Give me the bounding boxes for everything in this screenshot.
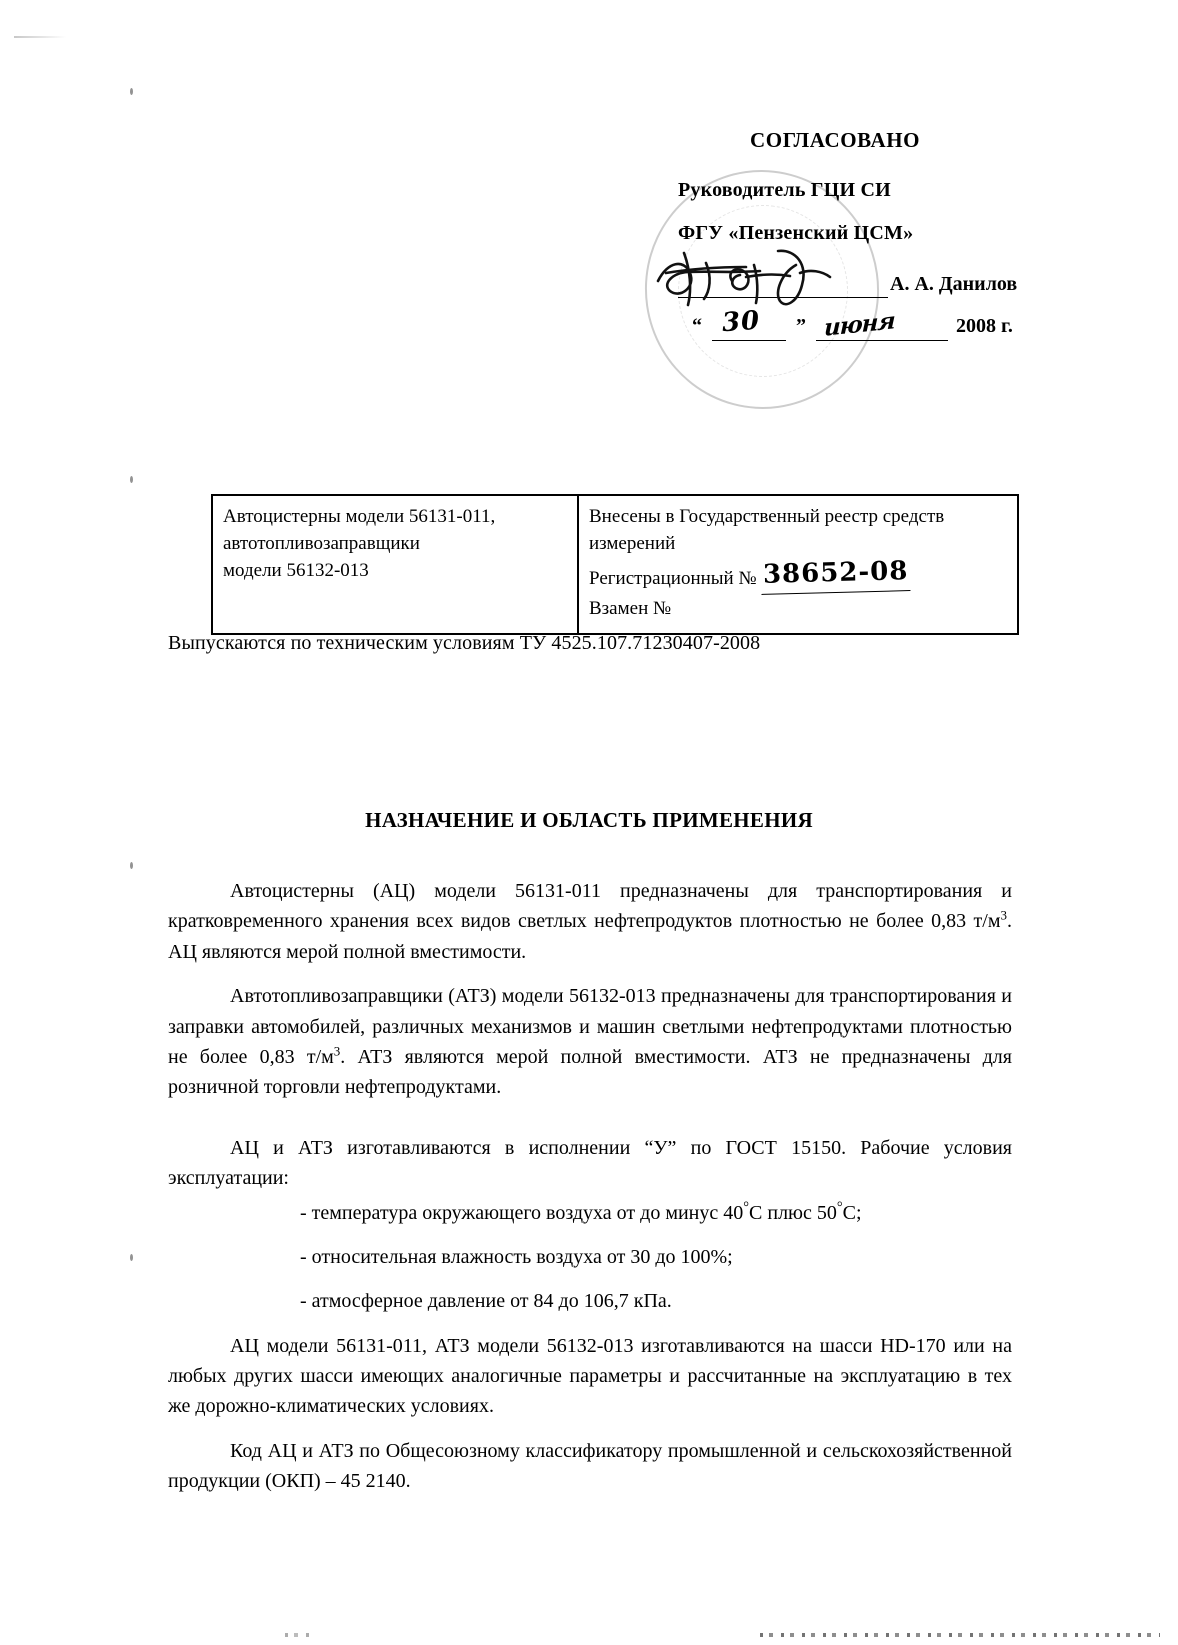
scan-speck xyxy=(130,88,133,95)
signer-name: А. А. Данилов xyxy=(890,273,1018,295)
replaces-row xyxy=(589,596,1007,623)
date-quote-close: ” xyxy=(796,315,806,337)
product-line-3: модели 56132-013 xyxy=(223,559,369,581)
scan-speck xyxy=(130,862,133,869)
paragraph-fuel-trucks-text-a: Автотопливозаправщики (АТЗ) модели 56132-013 предназначены для транспортирования и заправки автомобилей, различных механизмов и машин светлыми нефтепродуктами плотностью не более 0,83 т/м xyxy=(168,985,1012,1068)
date-day-handwritten: 30 xyxy=(721,305,762,339)
registry-line-2: измерений xyxy=(589,532,676,554)
condition-temperature xyxy=(168,1198,1012,1228)
condition-temperature-c: С; xyxy=(842,1201,862,1224)
signature-rule xyxy=(678,297,888,298)
paragraph-fuel-trucks xyxy=(168,981,1012,1103)
scan-artifact-top-left xyxy=(14,36,66,38)
table-cell-registry-info xyxy=(578,495,1018,634)
product-line-2: автотопливозаправщики xyxy=(223,532,420,554)
approval-date-row xyxy=(678,305,1118,349)
product-line-1: Автоцистерны модели 56131-011, xyxy=(223,506,496,527)
degree-sign: ° xyxy=(743,1198,750,1215)
approver-organization: ФГУ «Пензенский ЦСМ» xyxy=(678,222,914,244)
registration-table xyxy=(211,494,1019,635)
paragraph-tankers-text: Автоцистерны (АЦ) модели 56131-011 предназначены для транспортирования и кратковременного хранения всех видов светлых нефтепродуктов плотностью не более 0,83 т/м xyxy=(168,880,1012,933)
registration-number-row xyxy=(589,558,1007,596)
condition-temperature-a: - температура окружающего воздуха от до минус 40 xyxy=(300,1201,744,1224)
section-heading: НАЗНАЧЕНИЕ И ОБЛАСТЬ ПРИМЕНЕНИЯ xyxy=(365,808,813,832)
paragraph-gost-conditions: АЦ и АТЗ изготавливаются в исполнении “У” по ГОСТ 15150. Рабочие условия эксплуатации: xyxy=(168,1136,1012,1190)
registration-number-handwritten: 38652-08 xyxy=(761,553,911,595)
paragraph-tankers-tail: . АЦ являются мерой полной вместимости. xyxy=(168,910,1012,963)
table-cell-product-name xyxy=(212,495,578,634)
degree-sign: ° xyxy=(836,1198,843,1215)
date-month-handwritten: июня xyxy=(823,307,896,342)
approval-title: СОГЛАСОВАНО xyxy=(750,128,921,152)
scan-speck xyxy=(130,476,133,483)
density-exponent: 3 xyxy=(1000,907,1007,923)
paragraph-okp-code: Код АЦ и АТЗ по Общесоюзному классификатору промышленной и сельскохозяйственной продукции (ОКП) – 45 2140. xyxy=(168,1439,1012,1493)
scan-artifact-bottom-left xyxy=(285,1633,313,1637)
registration-number-label: Регистрационный № xyxy=(589,567,757,589)
section-body xyxy=(168,876,1012,1511)
approval-block xyxy=(678,128,1118,349)
date-quote-open: “ xyxy=(692,315,702,337)
paragraph-tankers xyxy=(168,876,1012,967)
scan-artifact-bottom-right xyxy=(760,1633,1160,1637)
date-month-rule xyxy=(816,340,948,341)
paragraph-chassis: АЦ модели 56131-011, АТЗ модели 56132-013 изготавливаются на шасси HD-170 или на любых других шасси имеющих аналогичные параметры и рассчитанные на эксплуатацию в тех же дорожно-климатических условиях. xyxy=(168,1334,1012,1418)
condition-pressure: - атмосферное давление от 84 до 106,7 кПа. xyxy=(300,1290,672,1313)
table-row xyxy=(212,495,1018,634)
replaces-label: Взамен № xyxy=(589,597,672,619)
paragraph-fuel-trucks-text-b: . АТЗ являются мерой полной вместимости. АТЗ не предназначены для розничной торговли нефтепродуктами. xyxy=(168,1045,1012,1099)
technical-conditions-line: Выпускаются по техническим условиям ТУ 4525.107.71230407-2008 xyxy=(168,632,761,654)
signature-row xyxy=(678,263,1118,307)
density-exponent: 3 xyxy=(333,1043,341,1059)
registry-line-1: Внесены в Государственный реестр средств xyxy=(589,506,945,527)
date-day-rule xyxy=(712,340,786,341)
approver-role-line-1: Руководитель ГЦИ СИ xyxy=(678,179,891,201)
condition-humidity: - относительная влажность воздуха от 30 до 100%; xyxy=(300,1245,733,1268)
condition-temperature-b: С плюс 50 xyxy=(749,1201,837,1224)
date-year: 2008 г. xyxy=(956,315,1013,337)
scan-speck xyxy=(130,1254,133,1261)
